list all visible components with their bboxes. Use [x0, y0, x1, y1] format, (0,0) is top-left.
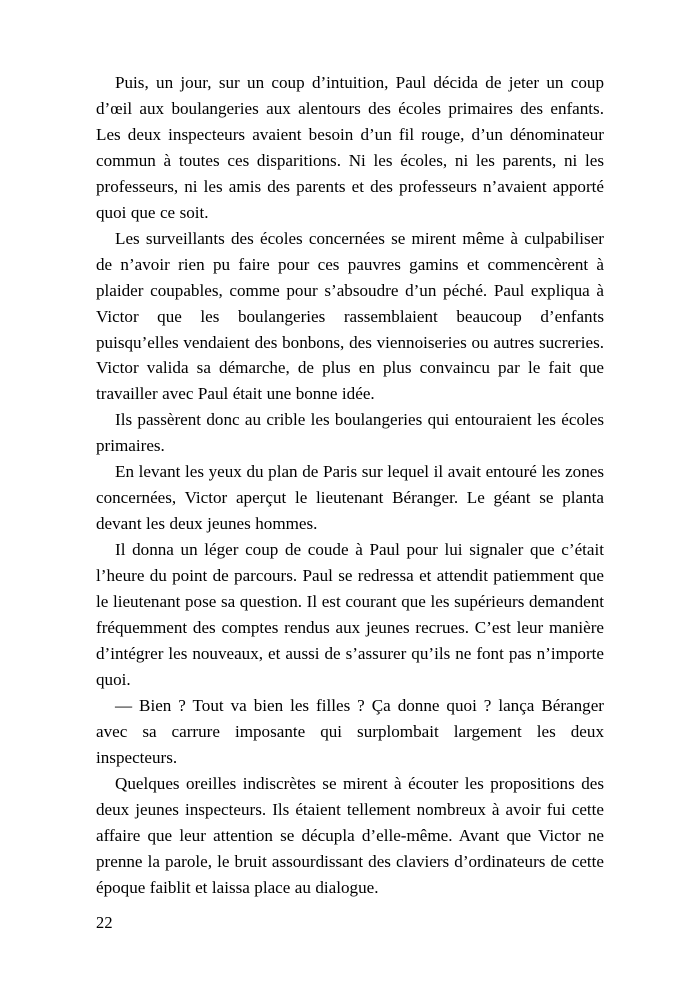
paragraph: En levant les yeux du plan de Paris sur lequel il avait entouré les zones concernées, Victor aperçut le lieutenant Béranger. Le géant se planta devant les deux jeunes hommes. — [96, 462, 604, 534]
body-text-block — [96, 70, 604, 901]
paragraph: Ils passèrent donc au crible les boulangeries qui entouraient les écoles primaires. — [96, 410, 604, 456]
page-number: 22 — [96, 913, 113, 932]
paragraph: Quelques oreilles indiscrètes se mirent à écouter les propositions des deux jeunes inspecteurs. Ils étaient tellement nombreux à avoir fui cette affaire que leur attention se décupla d’elle-même. Avant que Victor ne prenne la parole, le bruit assourdissant des claviers d’ordinateurs de cette époque faiblit et laissa place au dialogue. — [96, 773, 604, 897]
paragraph: Les surveillants des écoles concernées se mirent même à culpabiliser de n’avoir rien pu faire pour ces pauvres gamins et commencèrent à plaider coupables, comme pour s’absoudre d’un péché. Paul expliqua à Victor que les boulangeries rassemblaient beaucoup d’enfants puisqu’elles vendaient des bonbons, des viennoiseries ou autres sucreries. Victor valida sa démarche, de plus en plus convaincu par le fait que travailler avec Paul était une bonne idée. — [96, 228, 604, 404]
paragraph: — Bien ? Tout va bien les filles ? Ça donne quoi ? lança Béranger avec sa carrure imposante qui surplombait largement les deux inspecteurs. — [96, 695, 604, 767]
paragraph: Il donna un léger coup de coude à Paul pour lui signaler que c’était l’heure du point de parcours. Paul se redressa et attendit patiemment que le lieutenant pose sa question. Il est courant que les supérieurs demandent fréquemment des comptes rendus aux jeunes recrues. C’est leur manière d’intégrer les nouveaux, et aussi de s’assurer qu’ils ne font pas n’importe quoi. — [96, 540, 604, 689]
paragraph: Puis, un jour, sur un coup d’intuition, Paul décida de jeter un coup d’œil aux boulangeries aux alentours des écoles primaires des enfants. Les deux inspecteurs avaient besoin d’un fil rouge, d’un dénominateur commun à toutes ces disparitions. Ni les écoles, ni les parents, ni les professeurs, ni les amis des parents et des professeurs n’avaient apporté quoi que ce soit. — [96, 73, 604, 222]
